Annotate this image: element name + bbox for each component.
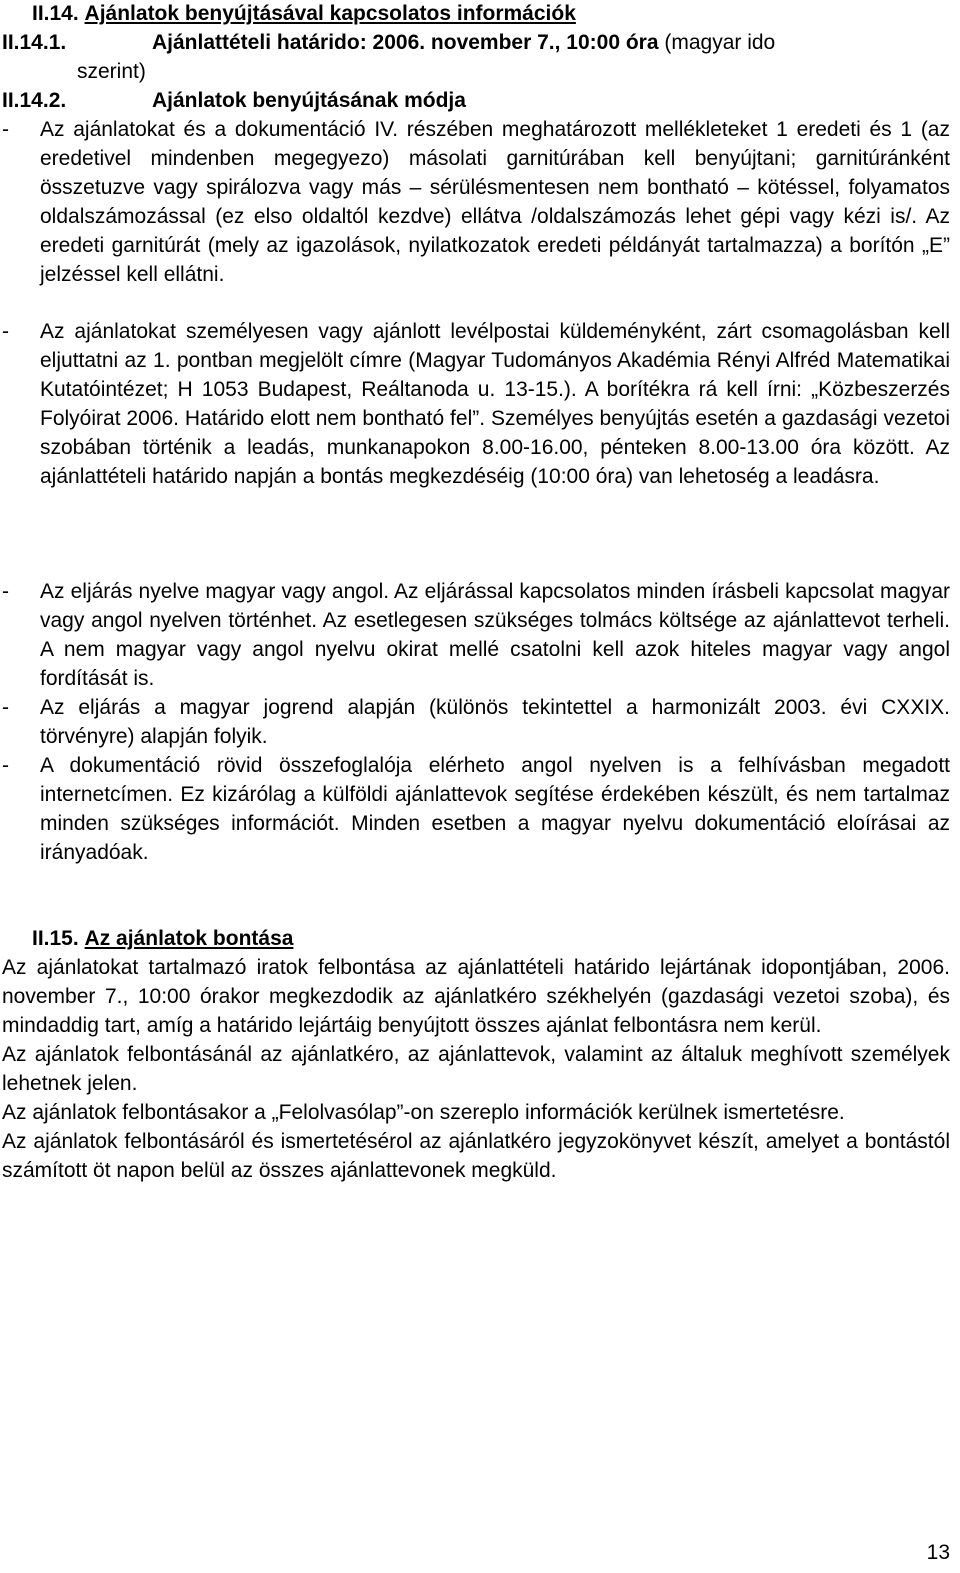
paragraph: Az ajánlatokat tartalmazó iratok felbontása az ajánlattételi határido lejártának idopontjában, 2006. november 7., 10:00 órakor megkezdodik az ajánlatkéro székhelyén (gazdasági vezetoi szoba), és mindaddig tart, amíg a határido lejártáig benyújtott összes ajánlat felbontásra nem kerül. bbox=[2, 956, 950, 1037]
paragraph: Az ajánlatok felbontásáról és ismertetésérol az ajánlatkéro jegyzokönyvet készít, amelyet a bontástól számított öt napon belül az összes ajánlattevonek megküld. bbox=[2, 1130, 950, 1182]
section-15-body bbox=[2, 953, 950, 1185]
subsection-number: II.14.2. bbox=[2, 89, 67, 112]
section-title: Az ajánlatok bontása bbox=[84, 927, 294, 950]
bullet-dash: - bbox=[2, 696, 9, 719]
bullet-text: Az eljárás a magyar jogrend alapján (különös tekintettel a harmonizált 2003. évi CXXIX. törvényre) alapján folyik. bbox=[40, 696, 950, 748]
paragraph: Az ajánlatok felbontásakor a „Felolvasólap”-on szereplo információk kerülnek ismertetésre. bbox=[2, 1101, 845, 1124]
bullet-dash: - bbox=[2, 320, 9, 343]
bullet-dash: - bbox=[2, 754, 9, 777]
deadline-continuation: szerint) bbox=[77, 60, 146, 83]
deadline-tail: (magyar ido bbox=[658, 31, 776, 54]
section-heading-15 bbox=[32, 924, 293, 953]
bullet-dash: - bbox=[2, 118, 9, 141]
subsection-number: II.14.1. bbox=[2, 31, 67, 54]
section-number: II.15. bbox=[32, 927, 79, 950]
deadline-text: Ajánlattételi határido: 2006. november 7., 10:00 óra bbox=[152, 31, 659, 54]
paragraph: Az ajánlatok felbontásánál az ajánlatkéro, az ajánlattevok, valamint az általuk meghívott személyek lehetnek jelen. bbox=[2, 1043, 950, 1095]
bullet-text: Az ajánlatokat és a dokumentáció IV. részében meghatározott mellékleteket 1 eredeti és 1 (az eredetivel mindenben megegyezo) másolati garnitúrában kell benyújtani; garnitúránként összetuzve vagy spirálozva vagy más – sérülésmentesen nem bontható – kötéssel, folyamatos oldalszámozással (ez elso oldaltól kezdve) ellátva /oldalszámozás lehet gépi vagy kézi is/. Az eredeti garnitúrát (mely az igazolások, nyilatkozatok eredeti példányát tartalmazza) a borítón „E” jelzéssel kell ellátni. bbox=[40, 118, 950, 286]
bullet-text: Az eljárás nyelve magyar vagy angol. Az eljárással kapcsolatos minden írásbeli kapcsolat magyar vagy angol nyelven történhet. Az esetlegesen szükséges tolmács költsége az ajánlattevot terheli. A nem magyar vagy angol nyelvu okirat mellé csatolni kell azok hiteles magyar vagy angol fordítását is. bbox=[40, 580, 950, 690]
section-number: II.14. bbox=[32, 2, 79, 25]
page-number: 13 bbox=[926, 1541, 950, 1564]
subsection-14-2 bbox=[0, 86, 960, 115]
section-title: Ajánlatok benyújtásával kapcsolatos információk bbox=[84, 2, 576, 25]
bullet-text: Az ajánlatokat személyesen vagy ajánlott levélpostai küldeményként, zárt csomagolásban kell eljuttatni az 1. pontban megjelölt címre (Magyar Tudományos Akadémia Rényi Alfréd Matematikai Kutatóintézet; H 1053 Budapest, Reáltanoda u. 13-15.). A borítékra rá kell írni: „Közbeszerzés Folyóirat 2006. Határido elott nem bontható fel”. Személyes benyújtás esetén a gazdasági vezetoi szobában történik a leadás, munkanapokon 8.00-16.00, pénteken 8.00-13.00 óra között. Az ajánlattételi határido napján a bontás megkezdéséig (10:00 óra) van lehetoség a leadásra. bbox=[40, 320, 950, 488]
bullet-dash: - bbox=[2, 580, 9, 603]
subsection-title: Ajánlatok benyújtásának módja bbox=[152, 89, 466, 112]
subsection-14-1 bbox=[0, 28, 960, 57]
section-heading-14 bbox=[32, 0, 576, 28]
bullet-text: A dokumentáció rövid összefoglalója elérheto angol nyelven is a felhívásban megadott internetcímen. Ez kizárólag a külföldi ajánlattevok segítése érdekében készült, és nem tartalmaz minden szükséges információt. Minden esetben a magyar nyelvu dokumentáció eloírásai az irányadóak. bbox=[40, 754, 950, 864]
